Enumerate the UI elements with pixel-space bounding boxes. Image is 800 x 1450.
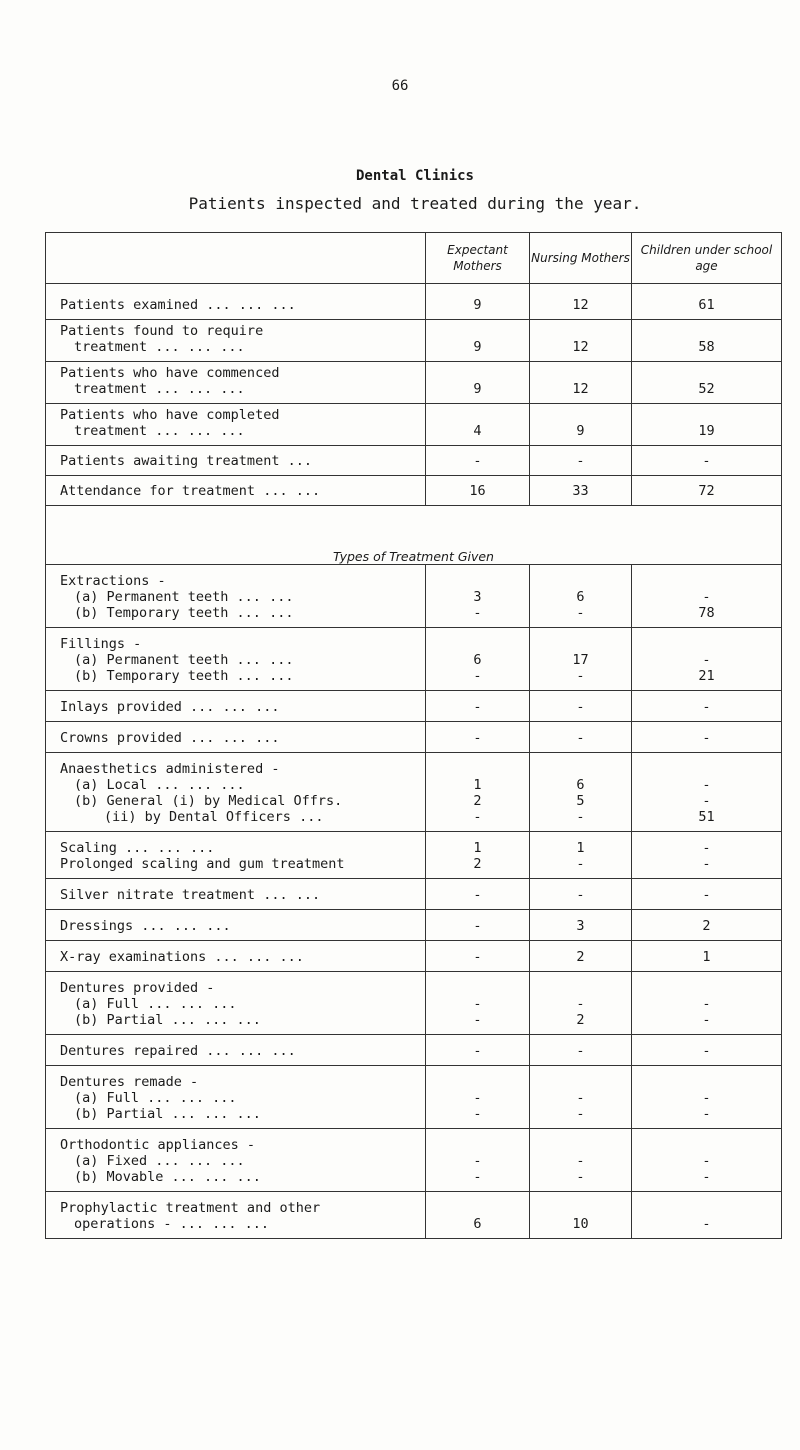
value-line: - bbox=[473, 730, 482, 746]
value-cell bbox=[530, 910, 632, 941]
row-group-heading: Anaesthetics administered - bbox=[60, 761, 280, 777]
row-label-line: Dentures repaired ... ... ... bbox=[60, 1043, 296, 1059]
value-line: - bbox=[702, 1043, 711, 1059]
value-cell bbox=[530, 565, 632, 628]
value-cell bbox=[530, 753, 632, 832]
column-header-children-under-school-age: Children under school age bbox=[632, 233, 782, 284]
row-label-line: (b) General (i) by Medical Offrs. bbox=[74, 793, 343, 809]
value-cell bbox=[426, 1192, 530, 1239]
page-subtitle: Patients inspected and treated during the year. bbox=[188, 194, 642, 213]
value-line: 6 bbox=[473, 652, 482, 668]
section-header-row bbox=[46, 506, 782, 565]
value-cell: 33 bbox=[530, 476, 632, 506]
row-label-line: (b) Temporary teeth ... ... bbox=[74, 605, 294, 621]
page-number: 66 bbox=[391, 78, 409, 94]
row-label-line: Attendance for treatment ... ... bbox=[60, 483, 321, 499]
value-cell bbox=[426, 941, 530, 972]
value-cell bbox=[632, 941, 782, 972]
row-label bbox=[46, 404, 426, 446]
value-cell bbox=[632, 565, 782, 628]
value-cell bbox=[632, 628, 782, 691]
value-line: - bbox=[702, 730, 711, 746]
value-cell: 4 bbox=[426, 404, 530, 446]
row-label bbox=[46, 1129, 426, 1192]
value-cell bbox=[426, 691, 530, 722]
row-label bbox=[46, 832, 426, 879]
value-line: - bbox=[576, 1153, 585, 1169]
row-label-line: Patients awaiting treatment ... bbox=[60, 453, 312, 469]
value-cell bbox=[632, 1129, 782, 1192]
row-label-line: treatment ... ... ... bbox=[74, 339, 245, 355]
table-row bbox=[46, 320, 782, 362]
table-row bbox=[46, 446, 782, 476]
value-line: 1 bbox=[473, 840, 482, 856]
row-label-line: (b) Partial ... ... ... bbox=[74, 1012, 261, 1028]
row-label bbox=[46, 1035, 426, 1066]
value-cell bbox=[426, 910, 530, 941]
value-cell: 12 bbox=[530, 362, 632, 404]
value-line: 5 bbox=[576, 793, 585, 809]
row-label-line: Dressings ... ... ... bbox=[60, 918, 231, 934]
row-label-line: operations - ... ... ... bbox=[74, 1216, 270, 1232]
row-label-line: X-ray examinations ... ... ... bbox=[60, 949, 304, 965]
value-line: - bbox=[473, 1012, 482, 1028]
row-label bbox=[46, 446, 426, 476]
row-label-line: (ii) by Dental Officers ... bbox=[104, 809, 324, 825]
row-label-line: Inlays provided ... ... ... bbox=[60, 699, 280, 715]
value-line: - bbox=[702, 652, 711, 668]
value-line: 2 bbox=[576, 949, 585, 965]
value-cell bbox=[426, 879, 530, 910]
value-line: - bbox=[702, 777, 711, 793]
value-cell bbox=[426, 565, 530, 628]
value-line: - bbox=[702, 887, 711, 903]
column-header-expectant-mothers: Expectant Mothers bbox=[426, 233, 530, 284]
value-line: - bbox=[473, 668, 482, 684]
table-row bbox=[46, 1129, 782, 1192]
value-line: - bbox=[473, 996, 482, 1012]
row-group-heading: Prophylactic treatment and other bbox=[60, 1200, 321, 1216]
row-group-heading: Dentures remade - bbox=[60, 1074, 199, 1090]
row-label bbox=[46, 284, 426, 320]
value-line: - bbox=[473, 809, 482, 825]
row-label-line: Silver nitrate treatment ... ... bbox=[60, 887, 321, 903]
dental-clinic-table bbox=[45, 232, 782, 1239]
row-label bbox=[46, 941, 426, 972]
value-cell: - bbox=[426, 446, 530, 476]
value-line: - bbox=[473, 1153, 482, 1169]
row-label bbox=[46, 1066, 426, 1129]
value-line: - bbox=[702, 1106, 711, 1122]
value-line: 2 bbox=[473, 793, 482, 809]
value-cell bbox=[426, 1066, 530, 1129]
value-line: - bbox=[576, 809, 585, 825]
value-cell bbox=[426, 1035, 530, 1066]
page-title: Dental Clinics bbox=[355, 168, 474, 184]
row-label-line: Patients found to require bbox=[60, 323, 264, 339]
row-label bbox=[46, 320, 426, 362]
section-title: Types of Treatment Given bbox=[46, 506, 782, 565]
table-row bbox=[46, 722, 782, 753]
value-line: 6 bbox=[473, 1216, 482, 1232]
value-line: 3 bbox=[576, 918, 585, 934]
value-cell bbox=[426, 1129, 530, 1192]
value-line: - bbox=[702, 1216, 711, 1232]
row-label-line: treatment ... ... ... bbox=[74, 423, 245, 439]
value-line: - bbox=[702, 856, 711, 872]
value-line: - bbox=[702, 699, 711, 715]
value-cell bbox=[530, 1192, 632, 1239]
table-row bbox=[46, 476, 782, 506]
value-cell bbox=[426, 972, 530, 1035]
value-cell: 9 bbox=[530, 404, 632, 446]
value-line: 1 bbox=[473, 777, 482, 793]
value-line: - bbox=[473, 1169, 482, 1185]
table-row bbox=[46, 1192, 782, 1239]
value-line: - bbox=[576, 605, 585, 621]
value-line: - bbox=[702, 1012, 711, 1028]
table-row bbox=[46, 404, 782, 446]
value-line: - bbox=[473, 1106, 482, 1122]
value-cell: 72 bbox=[632, 476, 782, 506]
row-label bbox=[46, 628, 426, 691]
row-label-line: Patients examined ... ... ... bbox=[60, 297, 296, 313]
row-label bbox=[46, 565, 426, 628]
table-row bbox=[46, 565, 782, 628]
row-label-line: Prolonged scaling and gum treatment bbox=[60, 856, 345, 872]
row-label bbox=[46, 691, 426, 722]
table-row bbox=[46, 362, 782, 404]
value-cell bbox=[426, 832, 530, 879]
table-row bbox=[46, 879, 782, 910]
row-label-line: (a) Permanent teeth ... ... bbox=[74, 589, 294, 605]
value-cell bbox=[530, 628, 632, 691]
value-line: - bbox=[473, 949, 482, 965]
row-label-line: Patients who have commenced bbox=[60, 365, 280, 381]
row-group-heading: Extractions - bbox=[60, 573, 166, 589]
value-cell bbox=[426, 722, 530, 753]
value-line: - bbox=[473, 1043, 482, 1059]
value-cell bbox=[632, 722, 782, 753]
value-line: - bbox=[702, 1090, 711, 1106]
value-line: - bbox=[576, 699, 585, 715]
row-label-line: (a) Fixed ... ... ... bbox=[74, 1153, 245, 1169]
value-cell bbox=[530, 1066, 632, 1129]
row-label bbox=[46, 722, 426, 753]
value-line: 1 bbox=[576, 840, 585, 856]
value-cell bbox=[530, 879, 632, 910]
row-label bbox=[46, 362, 426, 404]
table-row bbox=[46, 284, 782, 320]
value-line: - bbox=[702, 1169, 711, 1185]
value-line: - bbox=[473, 605, 482, 621]
row-label-line: (a) Full ... ... ... bbox=[74, 996, 237, 1012]
value-cell: 9 bbox=[426, 320, 530, 362]
row-label bbox=[46, 476, 426, 506]
value-line: 10 bbox=[572, 1216, 589, 1232]
row-label-line: Patients who have completed bbox=[60, 407, 280, 423]
value-line: - bbox=[576, 856, 585, 872]
row-label bbox=[46, 1192, 426, 1239]
value-line: 2 bbox=[473, 856, 482, 872]
row-label bbox=[46, 879, 426, 910]
value-line: - bbox=[702, 996, 711, 1012]
value-cell: 9 bbox=[426, 284, 530, 320]
table-row bbox=[46, 832, 782, 879]
value-line: - bbox=[702, 1153, 711, 1169]
value-cell bbox=[530, 1035, 632, 1066]
value-cell bbox=[426, 628, 530, 691]
value-cell bbox=[530, 832, 632, 879]
value-cell: 58 bbox=[632, 320, 782, 362]
table-header-row bbox=[46, 233, 782, 284]
row-group-heading: Orthodontic appliances - bbox=[60, 1137, 256, 1153]
value-line: - bbox=[576, 1169, 585, 1185]
row-label-line: (a) Full ... ... ... bbox=[74, 1090, 237, 1106]
table-row bbox=[46, 972, 782, 1035]
value-cell bbox=[530, 972, 632, 1035]
value-cell bbox=[632, 879, 782, 910]
value-line: - bbox=[576, 730, 585, 746]
row-label bbox=[46, 910, 426, 941]
value-line: 1 bbox=[702, 949, 711, 965]
value-line: - bbox=[473, 699, 482, 715]
value-line: - bbox=[702, 589, 711, 605]
value-line: 21 bbox=[698, 668, 715, 684]
column-header-nursing-mothers: Nursing Mothers bbox=[530, 233, 632, 284]
value-cell bbox=[632, 910, 782, 941]
value-line: - bbox=[576, 887, 585, 903]
value-cell bbox=[632, 1035, 782, 1066]
row-label-line: (a) Local ... ... ... bbox=[74, 777, 245, 793]
value-cell: 19 bbox=[632, 404, 782, 446]
value-cell bbox=[530, 722, 632, 753]
value-cell: - bbox=[632, 446, 782, 476]
table-row bbox=[46, 691, 782, 722]
value-cell bbox=[426, 753, 530, 832]
table-row bbox=[46, 1066, 782, 1129]
row-label-line: treatment ... ... ... bbox=[74, 381, 245, 397]
value-line: - bbox=[702, 793, 711, 809]
table-row bbox=[46, 753, 782, 832]
value-line: 3 bbox=[473, 589, 482, 605]
value-cell: 12 bbox=[530, 284, 632, 320]
value-cell bbox=[530, 1129, 632, 1192]
table-row bbox=[46, 941, 782, 972]
table-row bbox=[46, 1035, 782, 1066]
value-cell bbox=[632, 1066, 782, 1129]
value-cell bbox=[632, 832, 782, 879]
value-cell: - bbox=[530, 446, 632, 476]
value-cell: 52 bbox=[632, 362, 782, 404]
value-cell: 9 bbox=[426, 362, 530, 404]
row-label bbox=[46, 972, 426, 1035]
header-blank-cell bbox=[46, 233, 426, 284]
value-line: - bbox=[576, 1106, 585, 1122]
value-line: 2 bbox=[576, 1012, 585, 1028]
value-line: - bbox=[473, 1090, 482, 1106]
value-cell: 12 bbox=[530, 320, 632, 362]
value-line: 6 bbox=[576, 589, 585, 605]
value-line: 78 bbox=[698, 605, 715, 621]
value-cell: 16 bbox=[426, 476, 530, 506]
value-cell bbox=[632, 691, 782, 722]
value-line: - bbox=[576, 668, 585, 684]
row-label-line: (b) Movable ... ... ... bbox=[74, 1169, 261, 1185]
row-group-heading: Dentures provided - bbox=[60, 980, 215, 996]
value-line: - bbox=[473, 918, 482, 934]
value-line: 51 bbox=[698, 809, 715, 825]
value-line: - bbox=[576, 1043, 585, 1059]
value-line: 6 bbox=[576, 777, 585, 793]
row-label-line: Crowns provided ... ... ... bbox=[60, 730, 280, 746]
row-label bbox=[46, 753, 426, 832]
value-line: - bbox=[576, 1090, 585, 1106]
value-line: - bbox=[473, 887, 482, 903]
table-row bbox=[46, 910, 782, 941]
value-cell: 61 bbox=[632, 284, 782, 320]
value-cell bbox=[530, 941, 632, 972]
value-line: 17 bbox=[572, 652, 589, 668]
row-label-line: (b) Partial ... ... ... bbox=[74, 1106, 261, 1122]
value-line: - bbox=[576, 996, 585, 1012]
value-cell bbox=[632, 1192, 782, 1239]
row-label-line: (b) Temporary teeth ... ... bbox=[74, 668, 294, 684]
value-cell bbox=[632, 972, 782, 1035]
row-group-heading: Fillings - bbox=[60, 636, 142, 652]
value-line: 2 bbox=[702, 918, 711, 934]
row-label-line: Scaling ... ... ... bbox=[60, 840, 215, 856]
value-cell bbox=[632, 753, 782, 832]
table-row bbox=[46, 628, 782, 691]
row-label-line: (a) Permanent teeth ... ... bbox=[74, 652, 294, 668]
value-line: - bbox=[702, 840, 711, 856]
value-cell bbox=[530, 691, 632, 722]
